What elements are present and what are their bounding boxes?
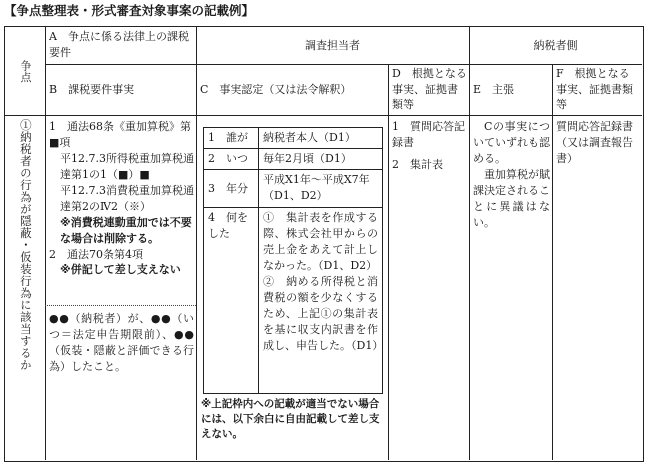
c-row-when	[204, 149, 382, 170]
page-title: 【争点整理表・形式審査対象事案の記載例】	[4, 3, 255, 18]
f-item-2: （又は調査報告書）	[556, 135, 633, 165]
d-item-2: 2 集計表	[392, 157, 443, 171]
b-item-3: 平12.7.3消費税重加算税通達第2のⅣ2（※）	[60, 183, 194, 213]
c-label-when: 2 いつ	[204, 149, 259, 169]
col-f-header: F 根拠となる事実、証拠書類等	[556, 66, 633, 112]
b-item-4: 2 通法70条第4項	[49, 247, 143, 261]
f-item-1: 質問応答記録書	[556, 120, 633, 133]
investigator-header: 調査担当者	[305, 38, 360, 52]
c-row-action	[204, 208, 382, 393]
c-label-action: 4 何をした	[204, 208, 259, 393]
b-item-2: 平12.7.3所得税重加算税通達第1の1（■）■	[60, 151, 194, 181]
c-value-when: 毎年2月頃（D1）	[263, 152, 352, 165]
b-item-note-1: ※消費税連動重加では不要な場合は削除する。	[60, 215, 192, 245]
issue-header: 争点	[18, 59, 32, 83]
e-claim-1: Cの事実についていずれも認める。	[473, 120, 550, 165]
col-e-header: E 主張	[473, 82, 515, 96]
c-row-year	[204, 170, 382, 208]
f-evidence	[556, 119, 640, 199]
c-action-1: ① 集計表を作成する際、株式会社甲からの売上金をあえて計上しなかった。（D1、D2）	[263, 211, 378, 272]
c-label-who: 1 誰が	[204, 128, 259, 148]
e-claims	[473, 119, 550, 269]
c-value-who: 納税者本人（D1）	[263, 131, 356, 144]
b-item-note-2: ※併記して差し支えない	[60, 263, 181, 277]
issue-table	[4, 26, 644, 462]
col-c-header: C 事実認定（又は法令解釈）	[200, 82, 352, 96]
c-action-2: ② 納める所得税と消費税の額を少なくするため、上記①の集計表を基に収支内訳書を作成し、申告した。（D1）	[263, 274, 384, 352]
c-fact-box	[203, 127, 383, 394]
c-note: ※上記枠内への記載が適当でない場合には、以下余白に自由記載して差し支えない。	[201, 398, 380, 441]
c-row-who	[204, 128, 382, 149]
e-claim-2: 重加算税が賦課決定されることに異議はない。	[473, 167, 550, 229]
b-item-1: 1 通法68条《重加算税》第■項	[49, 120, 191, 149]
c-action-list	[259, 208, 382, 393]
b-items	[49, 119, 194, 303]
b-lower-text: ●●（納税者）が、●●（いつ＝法定申告期限前）、●●（仮装・隠蔽と評価できる行為）したこと。	[49, 312, 194, 373]
d-item-1: 1 質問応答記録書	[392, 120, 465, 149]
taxpayer-header: 納税者側	[533, 38, 578, 52]
col-a-header: A 争点に係る法律上の課税要件	[49, 30, 189, 59]
d-items	[392, 119, 467, 239]
c-label-year: 3 年分	[204, 170, 259, 207]
col-d-header: D 根拠となる事実、証拠書類等	[392, 66, 467, 112]
col-b-header: B 課税要件事実	[49, 82, 135, 96]
c-value-year: 平成X1年～平成X7年（D1、D2）	[263, 173, 370, 202]
issue-text: ①納税者の行為が隠蔽・仮装行為に該当するか	[18, 119, 33, 371]
